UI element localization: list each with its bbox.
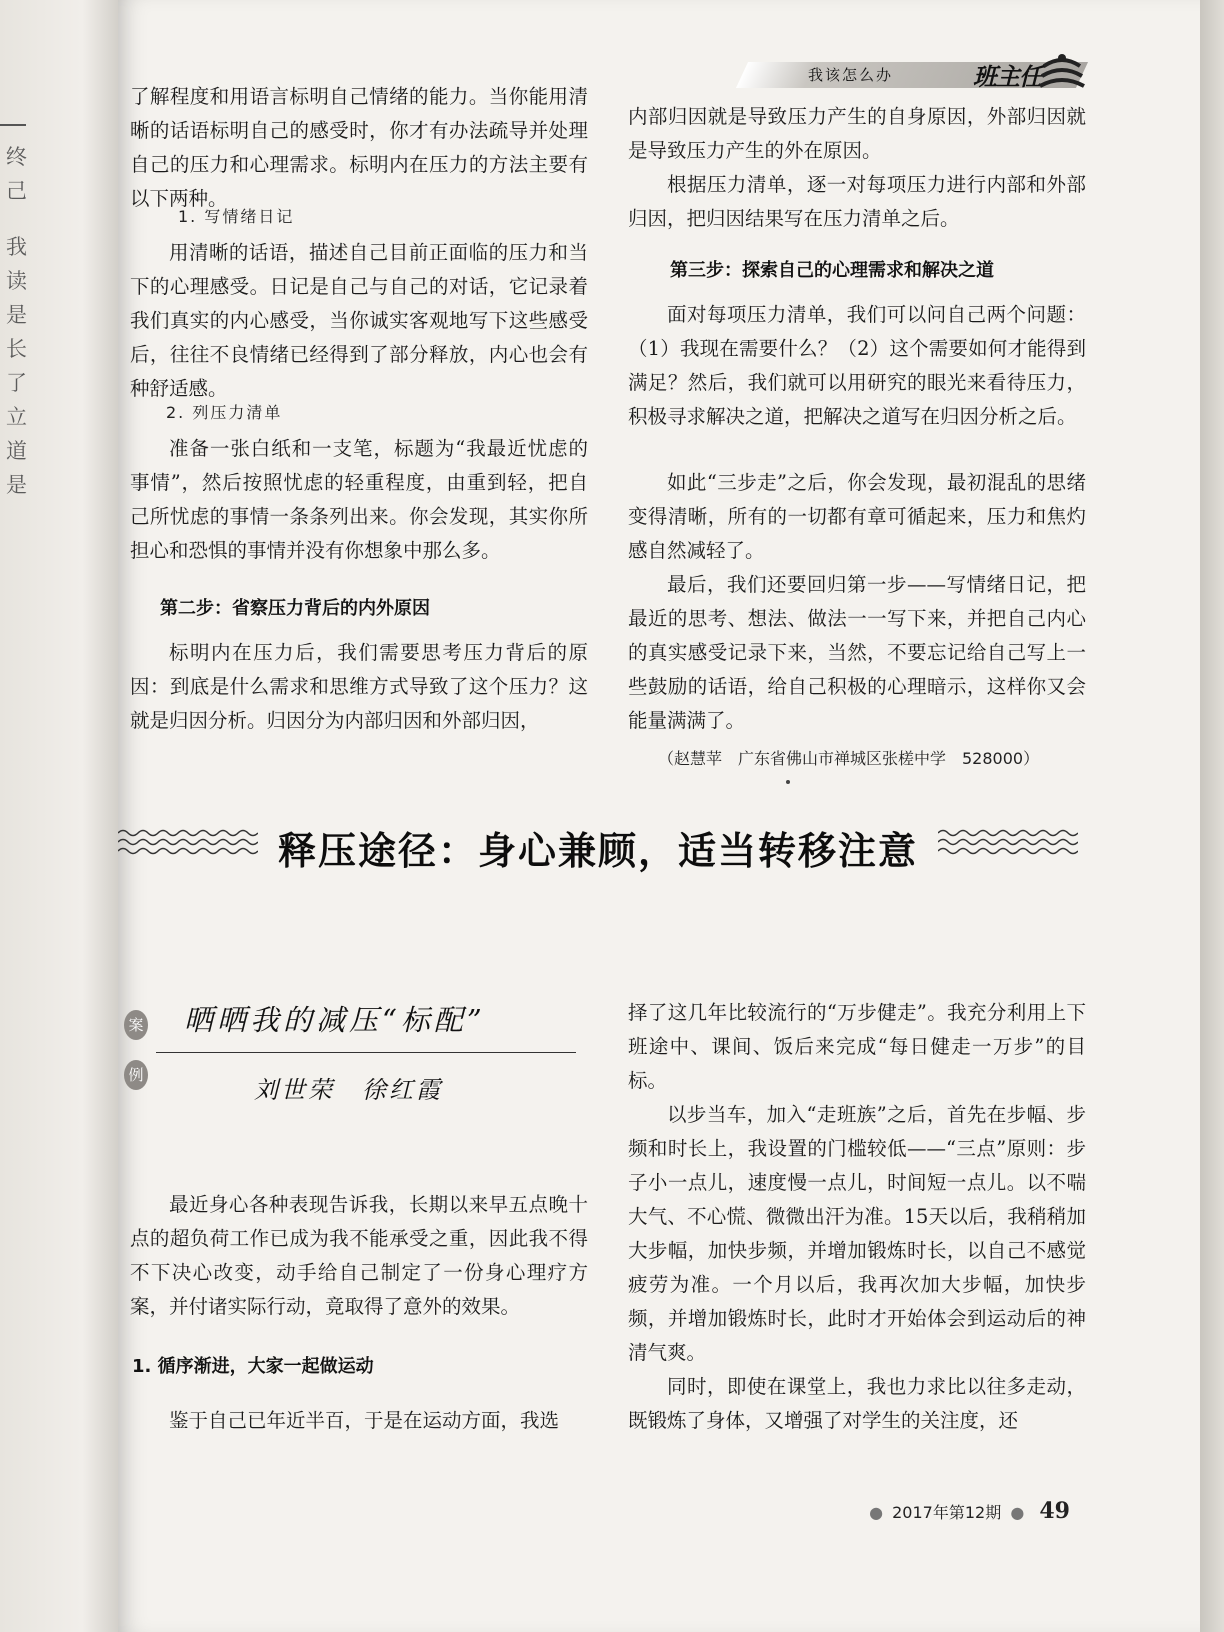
- paragraph: 了解程度和用语言标明自己情绪的能力。当你能用清晰的话语标明自己的感受时，你才有办法疏导并处理自己的压力和心理需求。标明内在压力的方法主要有以下两种。: [130, 85, 588, 210]
- facing-char: 读: [6, 269, 27, 293]
- facing-char: 我: [6, 235, 27, 259]
- paragraph: 如此“三步走”之后，你会发现，最初混乱的思绪变得清晰，所有的一切都有章可循起来，压力和焦灼感自然减轻了。: [628, 471, 1086, 562]
- subheading-list: 2. 列压力清单: [166, 403, 283, 422]
- page-edge: [1200, 0, 1224, 1632]
- facing-char: 己: [6, 179, 27, 203]
- case-authors: 刘世荣 徐红霞: [254, 1076, 443, 1104]
- step-two-heading: 第二步：省察压力背后的内外原因: [160, 598, 430, 619]
- step-three-heading: 第三步：探索自己的心理需求和解决之道: [670, 260, 994, 281]
- paragraph: 用清晰的话语，描述自己目前正面临的压力和当下的心理感受。日记是自己与自己的对话，它记录着我们真实的内心感受，当你诚实客观地写下这些感受后，往往不良情绪已经得到了部分释放，内心也会有种舒适感。: [130, 241, 588, 400]
- wave-ornament-left: [118, 825, 258, 859]
- paragraph: 最后，我们还要回归第一步——写情绪日记，把最近的思考、想法、做法一一写下来，并把自己内心的真实感受记录下来，当然，不要忘记给自己写上一些鼓励的话语，给自己积极的心理暗示，这样你又会能量满满了。: [628, 573, 1086, 732]
- facing-page-strip: [0, 0, 118, 1632]
- magazine-page: [118, 0, 1200, 1632]
- case-badge-char: 例: [124, 1060, 148, 1090]
- paragraph: 标明内在压力后，我们需要思考压力背后的原因：到底是什么需求和思维方式导致了这个压力？这就是归因分析。归因分为内部归因和外部归因，: [130, 641, 588, 732]
- page-footer: [865, 1498, 1070, 1524]
- magazine-logo: 班主任: [973, 62, 1042, 91]
- author-attribution: （赵慧苹 广东省佛山市禅城区张槎中学 528000）: [658, 749, 1040, 768]
- section-title: 释压途径：身心兼顾，适当转移注意: [277, 829, 918, 873]
- header-title: 我该怎么办: [808, 66, 894, 84]
- facing-page-dash: [0, 124, 26, 126]
- paragraph: 择了这几年比较流行的“万步健走”。我充分利用上下班途中、课间、饭后来完成“每日健走一万步”的目标。: [628, 1001, 1086, 1092]
- facing-char: 是: [6, 473, 27, 497]
- facing-char: 立: [6, 405, 27, 429]
- case-title-rule: [156, 1052, 576, 1053]
- facing-char: 是: [6, 303, 27, 327]
- case-title: 晒晒我的减压“标配”: [184, 1003, 486, 1037]
- paragraph: 以步当车，加入“走班族”之后，首先在步幅、步频和时长上，我设置的门槛较低——“三点”原则：步子小一点儿，速度慢一点儿，时间短一点儿。以不喘大气、不心慌、微微出汗为准。15天以后，我稍稍加大步幅，加快步频，并增加锻炼时长，以自己不感觉疲劳为准。一个月以后，我再次加大步幅，加快步频，并增加锻炼时长，此时才开始体会到运动后的神清气爽。: [628, 1103, 1086, 1364]
- paragraph: 内部归因就是导致压力产生的自身原因，外部归因就是导致压力产生的外在原因。: [628, 105, 1086, 162]
- facing-char: 终: [6, 145, 27, 169]
- paragraph: 同时，即使在课堂上，我也力求比以往多走动，既锻炼了身体，又增强了对学生的关注度，还: [628, 1375, 1086, 1432]
- issue-label: 2017年第12期: [892, 1503, 1002, 1522]
- footer-bullet-icon: ●: [1010, 1503, 1025, 1522]
- paragraph: 最近身心各种表现告诉我，长期以来早五点晚十点的超负荷工作已成为我不能承受之重，因此我不得不下决心改变，动手给自己制定了一份身心理疗方案，并付诸实际行动，竟取得了意外的效果。: [130, 1193, 588, 1318]
- facing-char: 道: [6, 439, 27, 463]
- case-badge: [118, 1000, 152, 1088]
- facing-page-chars: [6, 140, 28, 502]
- footer-bullet-icon: ●: [869, 1503, 884, 1522]
- facing-char: 了: [6, 371, 27, 395]
- case-subheading: 1. 循序渐进，大家一起做运动: [132, 1356, 374, 1377]
- facing-char: 长: [6, 337, 27, 361]
- paragraph: 鉴于自己已年近半百，于是在运动方面，我选: [169, 1409, 560, 1432]
- paragraph: 根据压力清单，逐一对每项压力进行内部和外部归因，把归因结果写在压力清单之后。: [628, 173, 1086, 230]
- divider-dot: [786, 780, 790, 784]
- case-badge-char: 案: [124, 1010, 148, 1040]
- magazine-logo-icon: [1038, 50, 1086, 94]
- paragraph: 准备一张白纸和一支笔，标题为“我最近忧虑的事情”，然后按照忧虑的轻重程度，由重到轻，把自己所忧虑的事情一条条列出来。你会发现，其实你所担心和恐惧的事情并没有你想象中那么多。: [130, 437, 588, 562]
- page-number: 49: [1039, 1498, 1070, 1524]
- paragraph: 面对每项压力清单，我们可以问自己两个问题：（1）我现在需要什么？（2）这个需要如何才能得到满足？然后，我们就可以用研究的眼光来看待压力，积极寻求解决之道，把解决之道写在归因分析之后。: [628, 303, 1086, 428]
- wave-ornament-right: [938, 825, 1078, 859]
- subheading-diary: 1. 写情绪日记: [178, 207, 295, 226]
